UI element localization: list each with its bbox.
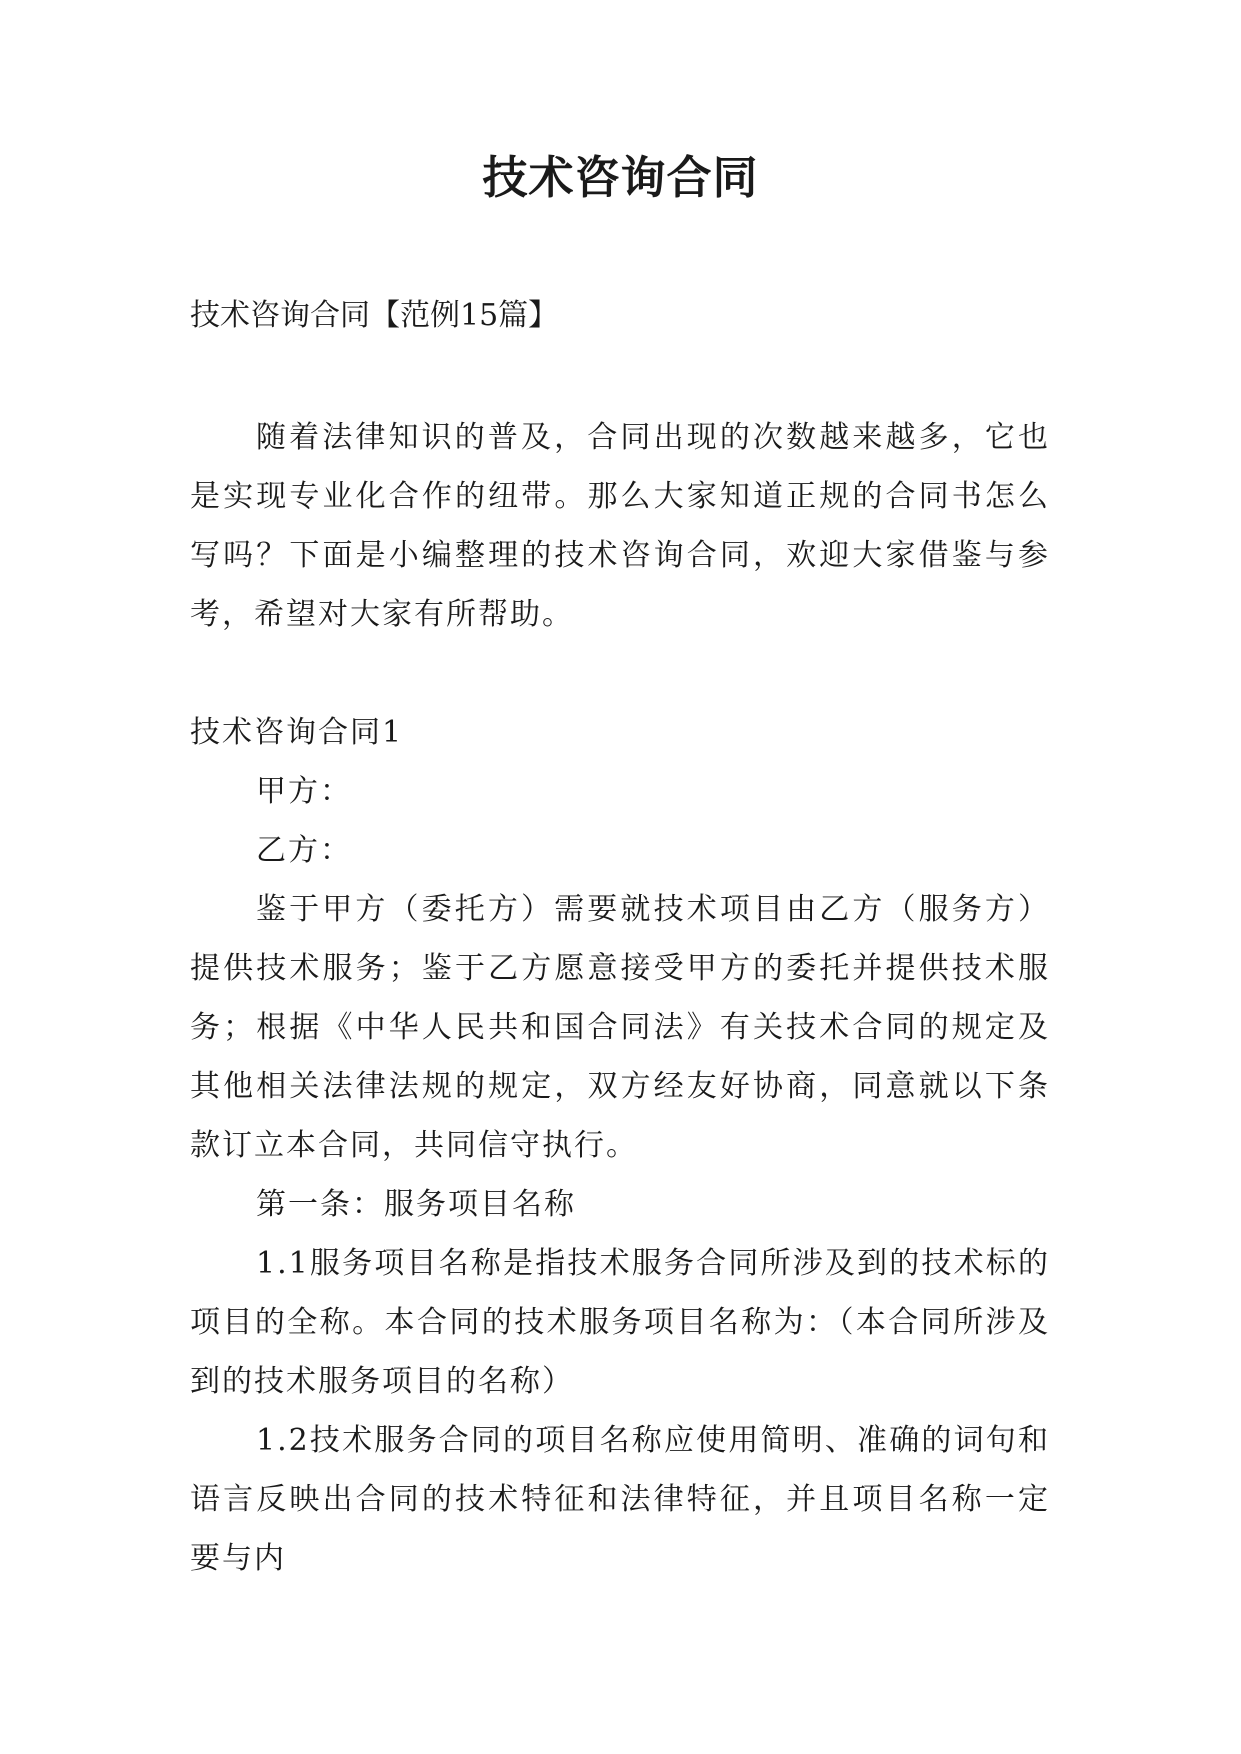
article-1-title: 第一条：服务项目名称 [256,1187,576,1222]
section-heading: 技术咨询合同1 [190,715,404,750]
document-body [190,408,1050,1588]
party-b-line: 乙方： [256,833,352,868]
clause-1-1: 1.1服务项目名称是指技术服务合同所涉及到的技术标的项目的全称。本合同的技术服务项目名称为：（本合同所涉及到的技术服务项目的名称） [190,1246,1050,1399]
document-subtitle: 技术咨询合同【范例15篇】 [190,298,559,333]
paragraph-gap [190,644,1050,703]
clause-1-2: 1.2技术服务合同的项目名称应使用简明、准确的词句和语言反映出合同的技术特征和法律特征，并且项目名称一定要与内 [190,1423,1050,1576]
party-a-line: 甲方： [256,774,352,809]
intro-paragraph: 随着法律知识的普及，合同出现的次数越来越多，它也是实现专业化合作的纽带。那么大家知道正规的合同书怎么写吗？下面是小编整理的技术咨询合同，欢迎大家借鉴与参考，希望对大家有所帮助。 [190,420,1050,632]
document-title: 技术咨询合同 [482,151,759,204]
preamble-paragraph: 鉴于甲方（委托方）需要就技术项目由乙方（服务方）提供技术服务；鉴于乙方愿意接受甲方的委托并提供技术服务；根据《中华人民共和国合同法》有关技术合同的规定及其他相关法律法规的规定，双方经友好协商，同意就以下条款订立本合同，共同信守执行。 [190,892,1050,1163]
